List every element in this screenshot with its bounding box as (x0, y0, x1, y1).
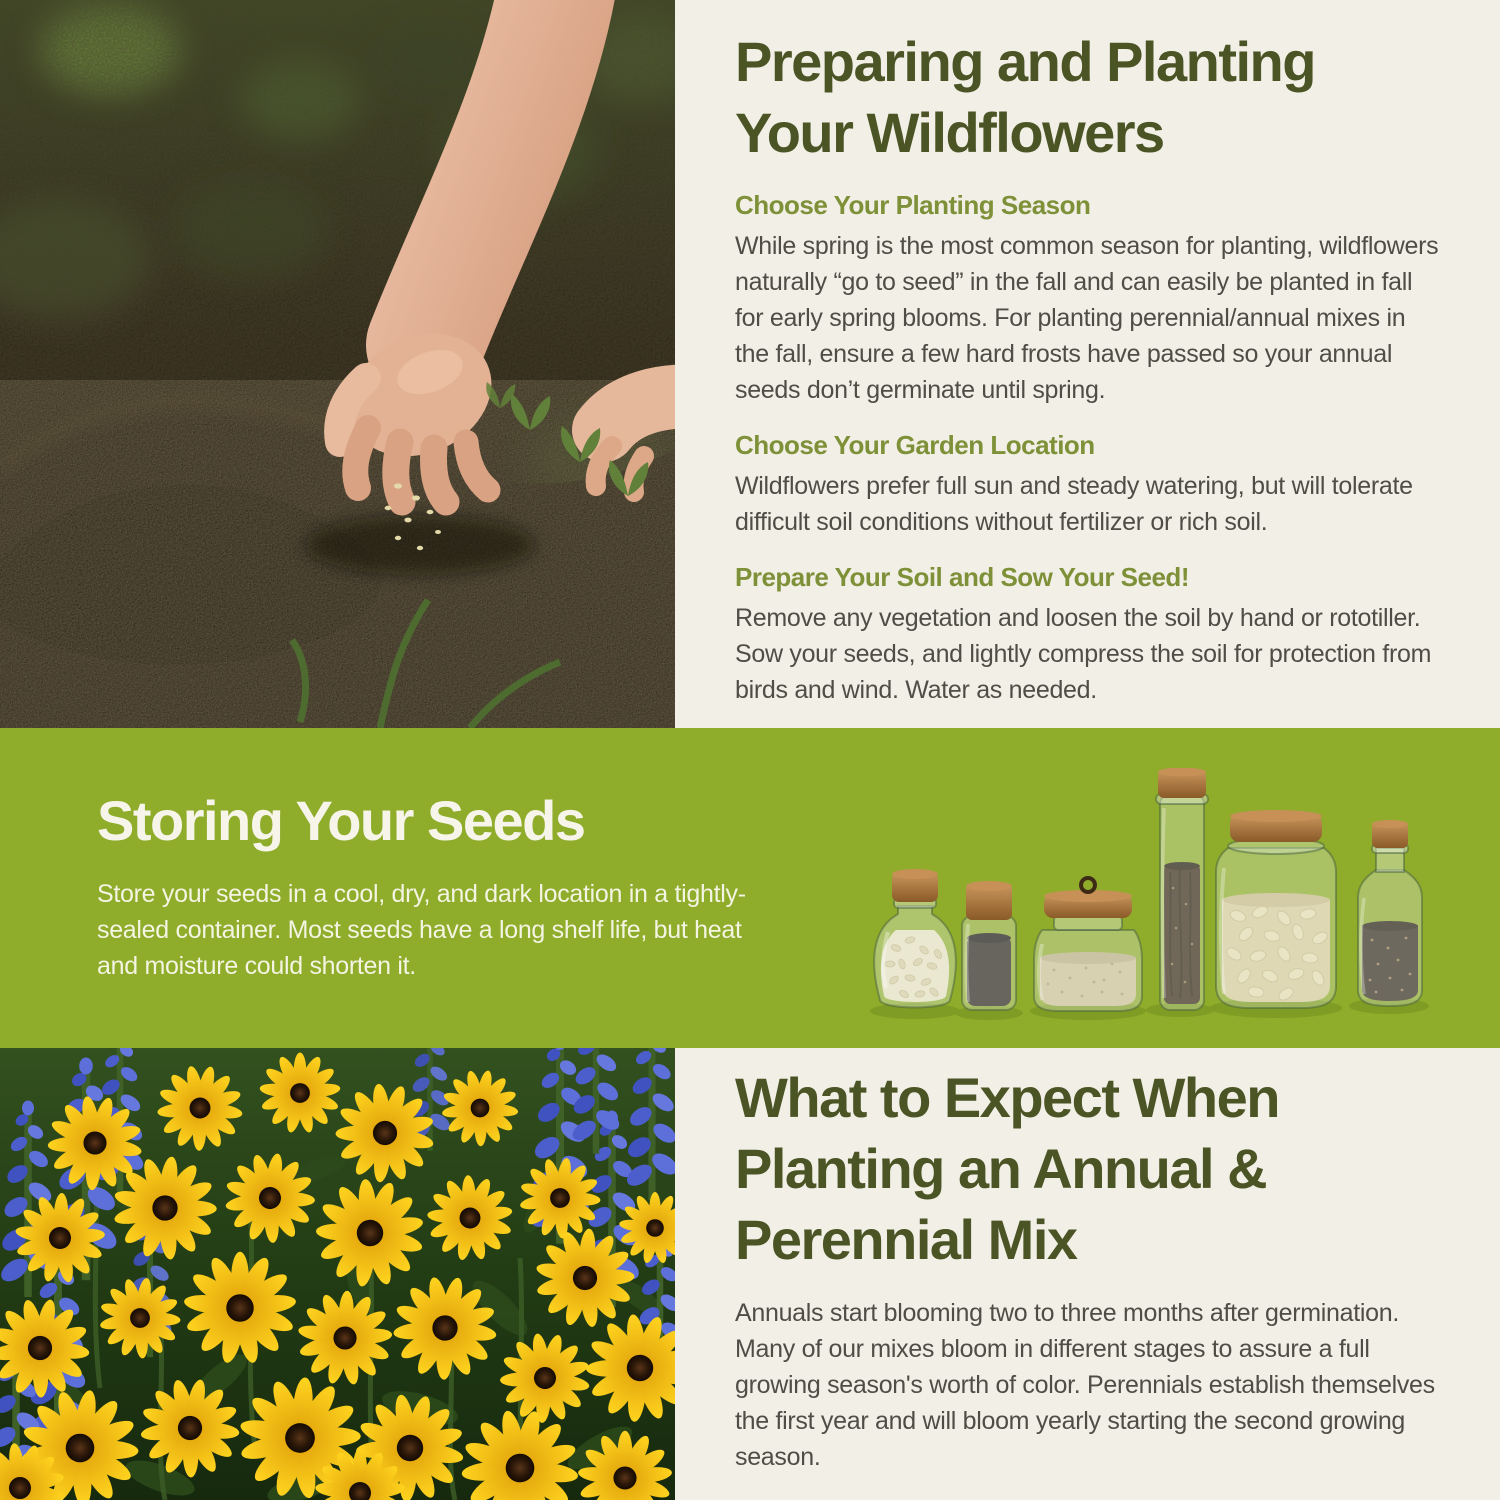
section-subhead: Prepare Your Soil and Sow Your Seed! (735, 562, 1189, 592)
section-subhead: Choose Your Planting Season (735, 190, 1091, 220)
section-body: While spring is the most common season for planting, wildflowers naturally “go to seed” in the fall and can easily be planted in fall for early spring blooms. For planting perennial/annual mixes in the fall, ensure a few hard frosts have passed so your annual seeds don’t germinate until spring. (735, 232, 1439, 404)
section-garden-location (735, 428, 1440, 540)
section-body: Remove any vegetation and loosen the soil by hand or rototiller. Sow your seeds, and lightly compress the soil for protection from birds and wind. Water as needed. (735, 604, 1432, 704)
expectations-body: Annuals start blooming two to three months after germination. Many of our mixes bloom in different stages to assure a full growing season's worth of color. Perennials establish themselves the first year and will bloom yearly starting the second growing season. (735, 1299, 1435, 1471)
expectations-title: What to Expect When Planting an Annual & Perennial Mix (735, 1066, 1279, 1271)
sowing-seeds-illustration (0, 0, 675, 728)
band-title: Storing Your Seeds (97, 789, 585, 852)
storing-seeds-band (0, 728, 1500, 1048)
planting-guide-panel (675, 0, 1500, 728)
wildflowers-photo (0, 1048, 675, 1500)
expectations-panel (675, 1048, 1500, 1500)
sowing-seeds-photo (0, 0, 675, 728)
seed-jars-illustration (858, 768, 1430, 1030)
band-body: Store your seeds in a cool, dry, and dark location in a tightly-sealed container. Most seeds have a long shelf life, but heat and moisture could shorten it. (97, 880, 746, 980)
section-body: Wildflowers prefer full sun and steady watering, but will tolerate difficult soil conditions without fertilizer or rich soil. (735, 472, 1413, 536)
section-subhead: Choose Your Garden Location (735, 430, 1095, 460)
section-planting-season (735, 188, 1440, 408)
seed-jars-photo (858, 768, 1430, 1030)
page-title: Preparing and Planting Your Wildflowers (735, 30, 1315, 164)
wildflowers-illustration (0, 1048, 675, 1500)
storing-seeds-text (97, 728, 767, 984)
section-prepare-soil (735, 560, 1440, 708)
